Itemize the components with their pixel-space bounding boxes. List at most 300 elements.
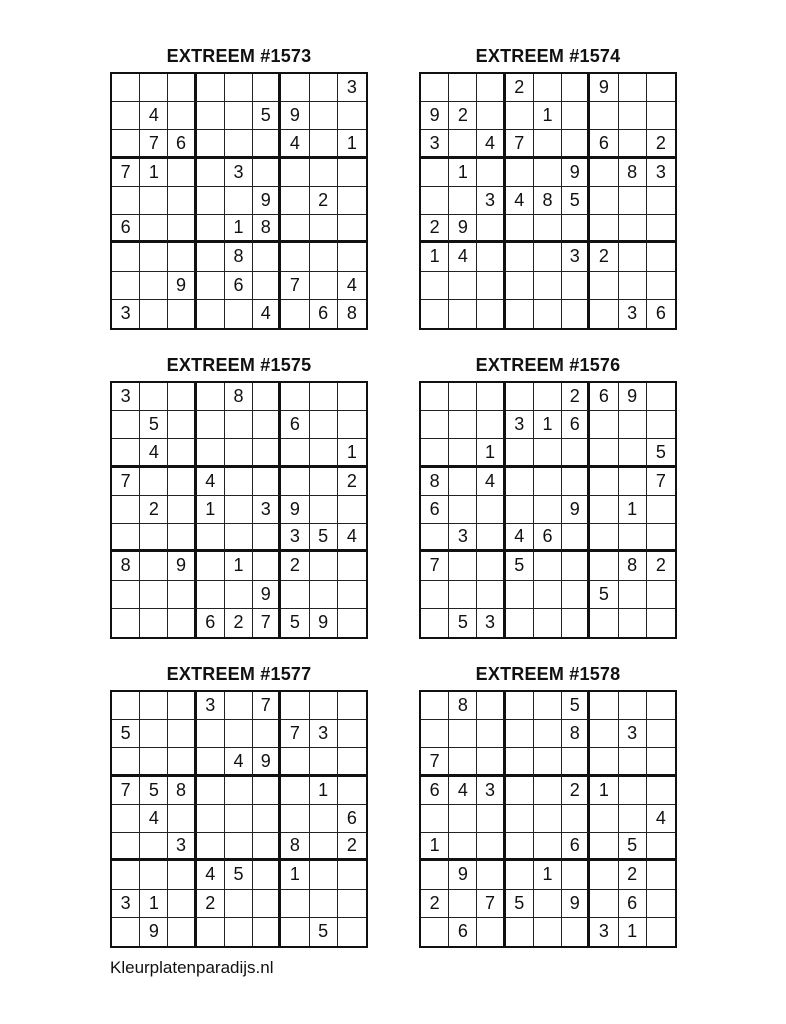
sudoku-cell (168, 439, 196, 467)
sudoku-cell: 6 (590, 130, 618, 158)
sudoku-cell (338, 918, 366, 946)
sudoku-cell (310, 439, 338, 467)
sudoku-cell (562, 439, 590, 467)
sudoku-cell (197, 918, 225, 946)
sudoku-cell (534, 777, 562, 805)
sudoku-cell (534, 692, 562, 720)
sudoku-cell (197, 383, 225, 411)
sudoku-cell: 5 (562, 187, 590, 215)
sudoku-cell (590, 215, 618, 243)
sudoku-cell (281, 581, 309, 609)
sudoku-cell (590, 159, 618, 187)
puzzle-title: EXTREEM #1573 (166, 46, 312, 66)
sudoku-cell (477, 243, 505, 271)
sudoku-cell (310, 215, 338, 243)
sudoku-cell (562, 468, 590, 496)
sudoku-cell (225, 692, 253, 720)
sudoku-cell (647, 861, 675, 889)
sudoku-cell: 9 (310, 609, 338, 637)
sudoku-cell (140, 74, 168, 102)
sudoku-cell (590, 748, 618, 776)
sudoku-cell (562, 300, 590, 328)
sudoku-cell: 5 (647, 439, 675, 467)
sudoku-cell: 2 (449, 102, 477, 130)
sudoku-cell: 1 (140, 159, 168, 187)
sudoku-cell: 5 (112, 720, 140, 748)
sudoku-cell (281, 692, 309, 720)
sudoku-cell (197, 74, 225, 102)
sudoku-cell (506, 102, 534, 130)
sudoku-cell: 4 (140, 439, 168, 467)
sudoku-cell (281, 215, 309, 243)
sudoku-cell: 9 (562, 496, 590, 524)
sudoku-cell (590, 439, 618, 467)
sudoku-cell (647, 748, 675, 776)
sudoku-cell (140, 383, 168, 411)
sudoku-cell: 3 (112, 890, 140, 918)
sudoku-cell: 1 (281, 861, 309, 889)
sudoku-cell (140, 833, 168, 861)
sudoku-cell (140, 272, 168, 300)
sudoku-cell (647, 411, 675, 439)
sudoku-cell (534, 918, 562, 946)
sudoku-cell: 1 (338, 439, 366, 467)
sudoku-cell (140, 692, 168, 720)
sudoku-cell (477, 720, 505, 748)
sudoku-cell: 8 (534, 187, 562, 215)
sudoku-cell (506, 383, 534, 411)
sudoku-cell (197, 805, 225, 833)
sudoku-cell (225, 777, 253, 805)
sudoku-cell: 5 (140, 411, 168, 439)
sudoku-cell (112, 102, 140, 130)
sudoku-cell: 7 (647, 468, 675, 496)
sudoku-cell (197, 159, 225, 187)
sudoku-cell (338, 159, 366, 187)
sudoku-cell (449, 74, 477, 102)
sudoku-cell (253, 243, 281, 271)
sudoku-cell (590, 692, 618, 720)
sudoku-cell: 1 (197, 496, 225, 524)
sudoku-cell (647, 720, 675, 748)
sudoku-cell: 3 (477, 777, 505, 805)
sudoku-cell (310, 159, 338, 187)
sudoku-cell: 1 (590, 777, 618, 805)
sudoku-cell: 5 (253, 102, 281, 130)
sudoku-cell (168, 215, 196, 243)
sudoku-cell (534, 805, 562, 833)
sudoku-cell: 3 (647, 159, 675, 187)
sudoku-cell (168, 243, 196, 271)
sudoku-cell (225, 187, 253, 215)
sudoku-cell (112, 805, 140, 833)
sudoku-cell (225, 918, 253, 946)
sudoku-cell (534, 581, 562, 609)
sudoku-cell (506, 243, 534, 271)
sudoku-cell: 4 (140, 102, 168, 130)
sudoku-cell (534, 130, 562, 158)
sudoku-cell (477, 215, 505, 243)
sudoku-cell (619, 692, 647, 720)
sudoku-cell (534, 468, 562, 496)
sudoku-cell (421, 581, 449, 609)
sudoku-cell: 3 (253, 496, 281, 524)
sudoku-cell (168, 102, 196, 130)
sudoku-cell (562, 609, 590, 637)
sudoku-cell: 1 (421, 243, 449, 271)
sudoku-cell (338, 496, 366, 524)
sudoku-cell (140, 720, 168, 748)
sudoku-cell: 6 (655, 303, 666, 324)
sudoku-cell (338, 777, 366, 805)
sudoku-cell: 1 (534, 102, 562, 130)
sudoku-cell: 4 (253, 300, 281, 328)
sudoku-cell: 6 (225, 272, 253, 300)
sudoku-cell (506, 833, 534, 861)
sudoku-cell (281, 243, 309, 271)
sudoku-cell (253, 74, 281, 102)
sudoku-cell (421, 411, 449, 439)
sudoku-cell (590, 720, 618, 748)
sudoku-cell (534, 74, 562, 102)
sudoku-cell (477, 383, 505, 411)
sudoku-cell (506, 861, 534, 889)
sudoku-grid (110, 381, 368, 639)
puzzle-title: EXTREEM #1578 (475, 664, 621, 684)
sudoku-cell (647, 833, 675, 861)
sudoku-cell (647, 187, 675, 215)
sudoku-cell (338, 890, 366, 918)
sudoku-cell (449, 581, 477, 609)
sudoku-cell (534, 159, 562, 187)
sudoku-cell: 5 (310, 524, 338, 552)
sudoku-cell: 8 (168, 777, 196, 805)
puzzle-title: EXTREEM #1574 (475, 46, 621, 66)
sudoku-cell (253, 777, 281, 805)
sudoku-cell: 2 (562, 383, 590, 411)
sudoku-cell (112, 692, 140, 720)
sudoku-cell: 1 (225, 552, 253, 580)
sudoku-cell (112, 833, 140, 861)
sudoku-cell: 1 (534, 861, 562, 889)
sudoku-cell: 3 (421, 130, 449, 158)
sudoku-cell: 4 (197, 861, 225, 889)
sudoku-cell: 8 (112, 552, 140, 580)
sudoku-cell (421, 692, 449, 720)
sudoku-cell: 9 (619, 383, 647, 411)
sudoku-cell (647, 581, 675, 609)
sudoku-cell (562, 272, 590, 300)
sudoku-cell (310, 243, 338, 271)
sudoku-cell (619, 805, 647, 833)
sudoku-cell: 9 (253, 581, 281, 609)
sudoku-cell (168, 187, 196, 215)
sudoku-cell (225, 496, 253, 524)
sudoku-cell: 4 (506, 524, 534, 552)
sudoku-cell (590, 833, 618, 861)
sudoku-cell (140, 609, 168, 637)
sudoku-cell (225, 805, 253, 833)
sudoku-cell (225, 581, 253, 609)
sudoku-cell: 5 (506, 552, 534, 580)
sudoku-cell (477, 805, 505, 833)
sudoku-cell (590, 102, 618, 130)
sudoku-cell (421, 861, 449, 889)
sudoku-cell (225, 74, 253, 102)
sudoku-cell (140, 861, 168, 889)
sudoku-cell (506, 805, 534, 833)
sudoku-cell (506, 215, 534, 243)
sudoku-cell (281, 159, 309, 187)
sudoku-cell: 2 (197, 890, 225, 918)
sudoku-cell (197, 130, 225, 158)
sudoku-cell (310, 581, 338, 609)
sudoku-cell (253, 890, 281, 918)
sudoku-cell (534, 833, 562, 861)
sudoku-cell: 7 (421, 748, 449, 776)
sudoku-cell: 1 (310, 777, 338, 805)
sudoku-cell: 8 (619, 159, 647, 187)
sudoku-cell: 3 (506, 411, 534, 439)
sudoku-cell (197, 581, 225, 609)
sudoku-cell: 3 (477, 187, 505, 215)
sudoku-cell (534, 748, 562, 776)
sudoku-cell (562, 805, 590, 833)
sudoku-cell (112, 748, 140, 776)
sudoku-cell (338, 720, 366, 748)
sudoku-cell (168, 383, 196, 411)
sudoku-cell (647, 692, 675, 720)
sudoku-cell: 7 (112, 468, 140, 496)
sudoku-cell (112, 243, 140, 271)
sudoku-cell (310, 468, 338, 496)
sudoku-cell (619, 468, 647, 496)
sudoku-cell: 8 (346, 303, 357, 324)
sudoku-cell (140, 581, 168, 609)
sudoku-cell (421, 300, 449, 328)
sudoku-cell: 9 (253, 187, 281, 215)
sudoku-cell (477, 861, 505, 889)
sudoku-cell (449, 890, 477, 918)
sudoku-cell: 3 (112, 300, 140, 328)
sudoku-cell: 9 (562, 890, 590, 918)
sudoku-cell: 6 (590, 383, 618, 411)
sudoku-cell (310, 748, 338, 776)
sudoku-cell (140, 215, 168, 243)
sudoku-cell (310, 383, 338, 411)
sudoku-cell: 3 (338, 74, 366, 102)
sudoku-cell: 2 (140, 496, 168, 524)
sudoku-cell (619, 581, 647, 609)
sudoku-cell (449, 468, 477, 496)
puzzle-title: EXTREEM #1577 (166, 664, 312, 684)
sudoku-cell (140, 524, 168, 552)
sudoku-cell (310, 272, 338, 300)
sudoku-cell (338, 383, 366, 411)
sudoku-cell (562, 130, 590, 158)
sudoku-cell (253, 130, 281, 158)
sudoku-cell (338, 748, 366, 776)
sudoku-cell (619, 187, 647, 215)
sudoku-cell (225, 130, 253, 158)
sudoku-cell (338, 861, 366, 889)
sudoku-cell (590, 609, 618, 637)
sudoku-cell (421, 383, 449, 411)
sudoku-cell (225, 411, 253, 439)
sudoku-cell: 9 (421, 102, 449, 130)
sudoku-cell (168, 805, 196, 833)
sudoku-cell: 6 (197, 609, 225, 637)
sudoku-cell (168, 581, 196, 609)
sudoku-cell (140, 243, 168, 271)
sudoku-cell (197, 300, 225, 328)
sudoku-cell: 9 (253, 748, 281, 776)
sudoku-grid (110, 72, 368, 330)
sudoku-cell (477, 748, 505, 776)
sudoku-cell (506, 692, 534, 720)
sudoku-cell (281, 468, 309, 496)
sudoku-cell (590, 861, 618, 889)
sudoku-cell (168, 74, 196, 102)
sudoku-cell (253, 524, 281, 552)
sudoku-cell: 2 (421, 890, 449, 918)
sudoku-cell (477, 692, 505, 720)
sudoku-cell (338, 215, 366, 243)
sudoku-cell: 4 (197, 468, 225, 496)
sudoku-cell (449, 411, 477, 439)
puzzle-title: EXTREEM #1575 (166, 355, 312, 375)
sudoku-cell (140, 468, 168, 496)
sudoku-cell (647, 524, 675, 552)
sudoku-cell: 5 (590, 581, 618, 609)
sudoku-cell (197, 243, 225, 271)
sudoku-cell (197, 102, 225, 130)
sudoku-cell (338, 187, 366, 215)
sudoku-cell (562, 552, 590, 580)
sudoku-cell (310, 552, 338, 580)
sudoku-cell (225, 720, 253, 748)
sudoku-cell: 4 (281, 130, 309, 158)
sudoku-cell (253, 552, 281, 580)
sudoku-cell: 2 (647, 552, 675, 580)
sudoku-cell (534, 215, 562, 243)
sudoku-cell (647, 609, 675, 637)
sudoku-cell: 2 (338, 833, 366, 861)
sudoku-cell (619, 524, 647, 552)
sudoku-cell: 7 (477, 890, 505, 918)
sudoku-cell (619, 777, 647, 805)
sudoku-cell (421, 159, 449, 187)
sudoku-cell (619, 272, 647, 300)
sudoku-cell (619, 243, 647, 271)
sudoku-cell: 5 (281, 609, 309, 637)
sudoku-cell (310, 692, 338, 720)
sudoku-grid (419, 72, 677, 330)
sudoku-cell: 9 (281, 102, 309, 130)
sudoku-cell (506, 159, 534, 187)
sudoku-cell (449, 439, 477, 467)
sudoku-cell (338, 411, 366, 439)
sudoku-cell (281, 890, 309, 918)
sudoku-cell (449, 187, 477, 215)
sudoku-cell (647, 918, 675, 946)
sudoku-cell (619, 102, 647, 130)
sudoku-cell (477, 552, 505, 580)
sudoku-cell (140, 552, 168, 580)
sudoku-cell: 5 (310, 918, 338, 946)
sudoku-cell: 2 (506, 74, 534, 102)
sudoku-cell (112, 581, 140, 609)
sudoku-cell: 7 (112, 159, 140, 187)
sudoku-cell (253, 439, 281, 467)
sudoku-cell: 2 (647, 130, 675, 158)
sudoku-cell: 7 (506, 130, 534, 158)
sudoku-cell (225, 524, 253, 552)
sudoku-cell: 9 (281, 496, 309, 524)
sudoku-cell (310, 833, 338, 861)
sudoku-cell (477, 74, 505, 102)
sudoku-cell (562, 861, 590, 889)
sudoku-cell (281, 383, 309, 411)
sudoku-cell (562, 524, 590, 552)
sudoku-cell: 1 (338, 130, 366, 158)
sudoku-cell (449, 552, 477, 580)
sudoku-cell: 6 (338, 805, 366, 833)
sudoku-cell (281, 805, 309, 833)
sudoku-cell (534, 720, 562, 748)
sudoku-cell (421, 918, 449, 946)
sudoku-cell: 5 (140, 777, 168, 805)
sudoku-cell: 4 (477, 130, 505, 158)
sudoku-cell: 9 (590, 74, 618, 102)
sudoku-cell: 6 (281, 411, 309, 439)
sudoku-cell: 4 (140, 805, 168, 833)
sudoku-cell (197, 215, 225, 243)
sudoku-cell (253, 159, 281, 187)
sudoku-cell (619, 215, 647, 243)
sudoku-cell: 5 (506, 890, 534, 918)
sudoku-cell: 3 (477, 609, 505, 637)
sudoku-cell (619, 609, 647, 637)
sudoku-cell: 6 (449, 918, 477, 946)
sudoku-cell (168, 918, 196, 946)
sudoku-cell (562, 581, 590, 609)
sudoku-cell (168, 468, 196, 496)
sudoku-cell (225, 102, 253, 130)
sudoku-cell: 8 (225, 243, 253, 271)
sudoku-cell (449, 383, 477, 411)
sudoku-cell (338, 102, 366, 130)
sudoku-cell (421, 805, 449, 833)
sudoku-cell (253, 861, 281, 889)
sudoku-cell (449, 130, 477, 158)
sudoku-cell: 6 (562, 833, 590, 861)
sudoku-cell (310, 890, 338, 918)
sudoku-cell: 7 (253, 692, 281, 720)
sudoku-cell: 2 (421, 215, 449, 243)
sudoku-cell (310, 861, 338, 889)
sudoku-cell: 1 (449, 159, 477, 187)
sudoku-cell (421, 187, 449, 215)
sudoku-cell (338, 609, 366, 637)
sudoku-cell: 9 (449, 215, 477, 243)
sudoku-cell (421, 74, 449, 102)
sudoku-cell (534, 300, 562, 328)
sudoku-cell: 2 (310, 187, 338, 215)
sudoku-cell: 3 (449, 524, 477, 552)
sudoku-cell (562, 74, 590, 102)
sudoku-cell: 3 (590, 918, 618, 946)
